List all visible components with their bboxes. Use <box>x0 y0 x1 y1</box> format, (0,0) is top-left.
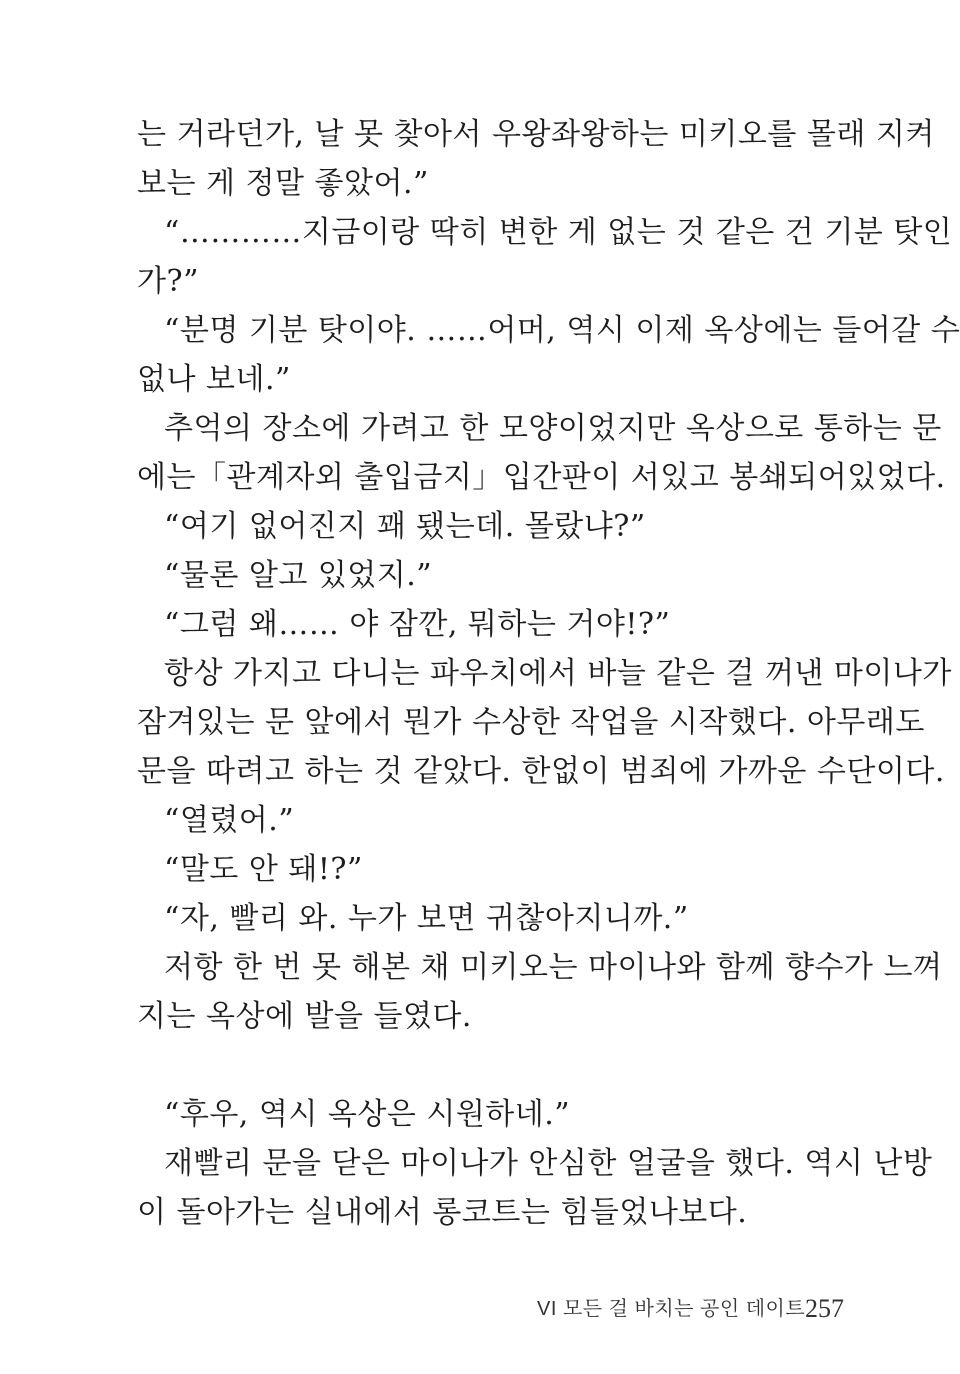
text-line: “분명 기분 탓이야. ……어머, 역시 이제 옥상에는 들어갈 수 <box>164 313 960 348</box>
text-line: “…………지금이랑 딱히 변한 게 없는 것 같은 건 기분 탓인 <box>164 215 953 250</box>
text-line: 는 거라던가, 날 못 찾아서 우왕좌왕하는 미키오를 몰래 지켜 <box>137 117 935 152</box>
chapter-title: VI 모든 걸 바치는 공인 데이트 <box>537 1298 806 1320</box>
text-line: 저항 한 번 못 해본 채 미키오는 마이나와 함께 향수가 느껴 <box>164 950 943 985</box>
text-line: 가?” <box>137 264 199 299</box>
text-line: “후우, 역시 옥상은 시원하네.” <box>164 1097 571 1132</box>
text-line: 추억의 장소에 가려고 한 모양이었지만 옥상으로 통하는 문 <box>164 411 942 446</box>
text-line: 에는「관계자외 출입금지」입간판이 서있고 봉쇄되어있었다. <box>137 460 946 495</box>
page-number: 257 <box>805 1294 844 1323</box>
text-line: 지는 옥상에 발을 들였다. <box>137 999 472 1034</box>
text-line: “말도 안 돼!?” <box>164 852 363 887</box>
text-line: “물론 알고 있었지.” <box>164 558 433 593</box>
text-line: “여기 없어진지 꽤 됐는데. 몰랐냐?” <box>164 509 646 544</box>
text-line: 보는 게 정말 좋았어.” <box>137 166 429 201</box>
text-line: 재빨리 문을 닫은 마이나가 안심한 얼굴을 했다. 역시 난방 <box>164 1146 933 1181</box>
text-line: 항상 가지고 다니는 파우치에서 바늘 같은 걸 꺼낸 마이나가 <box>164 656 952 691</box>
text-line: 잠겨있는 문 앞에서 뭔가 수상한 작업을 시작했다. 아무래도 <box>137 705 925 740</box>
text-line: “자, 빨리 와. 누가 보면 귀찮아지니까.” <box>164 901 689 936</box>
text-line: 이 돌아가는 실내에서 롱코트는 힘들었나보다. <box>137 1195 748 1230</box>
text-line: 없나 보네.” <box>137 362 291 397</box>
text-line: “그럼 왜…… 야 잠깐, 뭐하는 거야!?” <box>164 607 671 642</box>
text-line: “열렸어.” <box>164 803 295 838</box>
text-line: 문을 따려고 하는 것 같았다. 한없이 범죄에 가까운 수단이다. <box>137 754 945 789</box>
